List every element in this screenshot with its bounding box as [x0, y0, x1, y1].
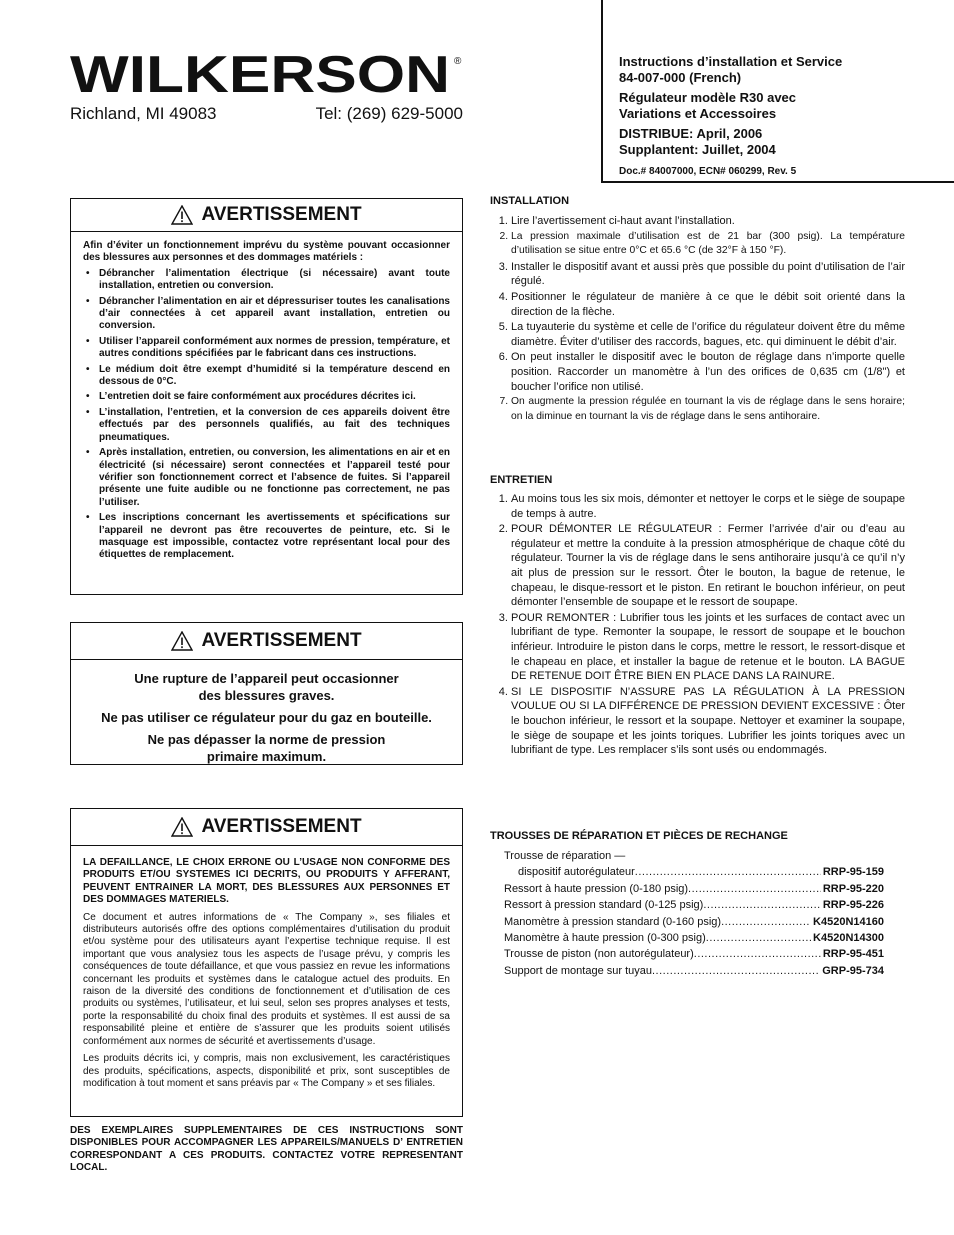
liability-warning: LA DEFAILLANCE, LE CHOIX ERRONE OU L’USAGE NON CONFORME DES PRODUITS ET/OU SYSTEMES ICI DECRITS, OU PRODUITS Y AFFERANT, PEUVENT ENTRAINER LA MORT, DES BLESSURES AUX PERSONNES ET DES DOMMAGES MATERIELS. — [83, 857, 450, 906]
liability-paragraph-2: Les produits décrits ici, y compris, mais non exclusivement, les caractéristiques des produits, spécifications, aspects, disponibilité et prix, sont susceptibles de modification à tout moment et sans préavis par « The Company » et ses filiales. — [83, 1053, 450, 1089]
model-line-1: Régulateur modèle R30 avec — [619, 90, 797, 105]
rupture-text: Une rupture de l’appareil peut occasionner — [134, 671, 399, 686]
installation-steps — [490, 214, 905, 425]
warning-item: • Les inscriptions concernant les avertissements et spécifications sur l’appareil ne devront pas être recouvertes de peinture, etc. Si le masquage est impossible, contactez votre représentant local pour des étiquettes de remplacement. — [99, 512, 450, 562]
doc-title-1: Instructions d’installation et Service — [619, 54, 843, 69]
installation-heading: INSTALLATION — [490, 195, 570, 207]
warning-box-1 — [70, 198, 463, 595]
part-number: K4520N14160 — [813, 915, 884, 928]
doc-title-2: 84-007-000 (French) — [619, 70, 742, 85]
doc-number: Doc.# 84007000, ECN# 060299, Rev. 5 — [619, 166, 797, 177]
entretien-heading: ENTRETIEN — [490, 474, 553, 486]
city: Richland, MI 49083 — [70, 104, 217, 123]
model-line-2: Variations et Accessoires — [619, 106, 777, 121]
additional-copies-note: DES EXEMPLAIRES SUPPLEMENTAIRES DE CES INSTRUCTIONS SONT DISPONIBLES POUR ACCOMPAGNER LES APPAREILS/MANUELS D’ ENTRETIEN CORRESPONDANT A CES PRODUITS. CONTACTEZ VOTRE REPRESENTANT LOCAL. — [70, 1125, 463, 1173]
part-label: Ressort à pression standard (0-125 psig) — [504, 899, 704, 912]
part-label: Manomètre à haute pression (0-300 psig) — [504, 932, 706, 945]
parts-row — [504, 963, 884, 979]
warning-title: AVERTISSEMENT — [201, 204, 362, 225]
installation-step: 7. On augmente la pression régulée en tournant la vis de réglage dans le sens horaire; on la diminue en tournant la vis de réglage dans le sens antihoraire. — [511, 395, 905, 424]
entretien-step: 2. POUR DÉMONTER LE RÉGULATEUR : Fermer l’arrivée d’air ou d’eau au régulateur et mettre la conduite à la pression atmosphérique de chaque côté du régulateur. Tourner la vis de réglage dans le sens antihoraire jusqu’à ce qu’il n’y ait plus de pression sur le ressort. Ôter le bouton, la bague de retenue, le chapeau, le disque-ressort et le piston. En retirant le bouchon inférieur, on peut démonter l’ensemble de soupape et le ressort de soupape. — [511, 522, 905, 610]
installation-step: 5. La tuyauterie du système et celle de l’orifice du régulateur doivent être du même diamètre. Éviter d’utiliser des raccords, bagues, etc. qui diminuent le débit d’air. — [511, 320, 905, 349]
liability-paragraph-1: Ce document et autres informations de « The Company », ses filiales et distributeurs autorisés offre des options complémentaires d’utilisation du produit et/ou système pour des utilisateurs ayant l’expertise technique requise. Il est important que vous analysiez tous les aspects de l’usage prévu, y compris les conséquences de toute défaillance, et que vous passiez en revue les informations concernant les produits et systèmes dans le catalogue actuel des produits. En raison de la diversité des conditions de fonctionnement et d’utilisation de ces produits ou systèmes, l’utilisateur, et lui seul, selon ses propres analyses et tests, porte la responsabilité du choix final des produits et systèmes. Il est aussi de sa responsabilité pleine et entière de s’assurer que les produits soient utilisés conformément aux normes de sécurité et avertissements d’usage. — [83, 911, 450, 1047]
parts-row — [504, 864, 884, 880]
warning-header — [71, 809, 462, 846]
part-label: dispositif autorégulateur — [518, 866, 635, 879]
part-label: Support de montage sur tuyau — [504, 964, 652, 977]
entretien-step: 3. POUR REMONTER : Lubrifier tous les joints et les surfaces de contact avec un lubrifiant de type. Remonter la soupape, le ressort de soupape et le bouchon inférieur. Introduire le piston dans le corps, mettre le ressort, le ressort-disque et le chapeau en place, et installer la bague de retenue et le bouton. LA BAGUE DE RETENUE DOIT ÊTRE BIEN EN PLACE DANS LA RAINURE. — [511, 611, 905, 684]
parts-heading: TROUSSES DE RÉPARATION ET PIÈCES DE RECHANGE — [490, 830, 788, 842]
registered-mark: ® — [454, 56, 462, 67]
warning-title: AVERTISSEMENT — [201, 630, 362, 651]
warning-item: • L’installation, l’entretien, et la conversion de ces appareils doivent être effectués par des personnels qualifiés, au fait des techniques pneumatiques. — [99, 407, 450, 444]
part-label: Ressort à haute pression (0-180 psig) — [504, 882, 689, 895]
parts-list — [504, 848, 884, 979]
warning-item: • Le médium doit être exempt d’humidité si la température descend en dessous de 0°C. — [99, 364, 450, 389]
supplantent-date: Supplantent: Juillet, 2004 — [619, 142, 776, 157]
warning-triangle-icon — [171, 205, 193, 225]
warning-item: • Débrancher l’alimentation en air et dépressuriser toutes les canalisations d’air connectées à cet appareil avant installation, entretien ou conversion. — [99, 296, 450, 333]
warning-item: • Après installation, entretien, ou conversion, les alimentations en air et en électricité (si nécessaire) seront connectées et l’appareil testé pour vérifier son fonctionnement correct et l’absence de fuites. Si l’appareil présente une fuite audible ou ne fonctionne pas correctement, ne pas l’utiliser. — [99, 447, 450, 509]
document-info-box — [601, 0, 954, 183]
entretien-steps — [490, 492, 905, 759]
warning-box-2 — [70, 622, 463, 765]
installation-step: 2. La pression maximale d’utilisation est de 21 bar (300 psig). La température d’utilisation se situe entre 0°C et 65.6 °C (de 32°F à 150 °F). — [511, 230, 905, 259]
part-number: GRP-95-734 — [822, 964, 884, 977]
part-number: K4520N14300 — [813, 932, 884, 945]
kit-heading: Trousse de réparation — — [504, 850, 626, 862]
phone: Tel: (269) 629-5000 — [315, 104, 463, 123]
company-address — [70, 104, 463, 124]
warning-title: AVERTISSEMENT — [201, 816, 362, 837]
brand-name: WILKERSON — [70, 52, 450, 98]
warning-item: • Utiliser l’appareil conformément aux normes de pression, température, et autres conditions spécifiées par le fabricant dans ces instructions. — [99, 336, 450, 361]
parts-row — [504, 897, 884, 913]
warning-list — [83, 268, 450, 562]
installation-step: 6. On peut installer le dispositif avec le bouton de réglage dans n’importe quelle position. Raccorder un manomètre à l’un des orifices de 0,635 cm (1/8") et boucher l’orifice non utilisé. — [511, 350, 905, 394]
part-number: RRP-95-226 — [822, 899, 884, 912]
part-label: Trousse de piston (non autorégulateur) — [504, 948, 694, 961]
distribue-date: DISTRIBUE: April, 2006 — [619, 126, 763, 141]
warning-triangle-icon — [171, 817, 193, 837]
installation-step: 3. Installer le dispositif avant et aussi près que possible du point d’utilisation de l’air régulé. — [511, 260, 905, 289]
part-number: RRP-95-220 — [822, 882, 884, 895]
parts-row — [504, 930, 884, 946]
part-number: RRP-95-159 — [822, 866, 884, 879]
installation-step: 1. Lire l’avertissement ci-haut avant l’installation. — [511, 214, 905, 229]
max-pressure-text: Ne pas dépasser la norme de pression — [147, 732, 386, 747]
parts-row — [504, 881, 884, 897]
wilkerson-logo — [70, 52, 463, 98]
warning-item: • L’entretien doit se faire conformément aux procédures décrites ici. — [99, 391, 450, 403]
parts-row — [504, 914, 884, 930]
part-label: Manomètre à pression standard (0-160 psig) — [504, 915, 722, 928]
warning-triangle-icon — [171, 631, 193, 651]
rupture-text-2: des blessures graves. — [198, 688, 335, 703]
warning-item: • Débrancher l’alimentation électrique (si nécessaire) avant toute installation, entretien ou conversion. — [99, 268, 450, 293]
no-bottled-gas: Ne pas utiliser ce régulateur pour du gaz en bouteille. — [101, 710, 432, 725]
max-pressure-text-2: primaire maximum. — [206, 749, 327, 764]
warning-lead: Afin d’éviter un fonctionnement imprévu du système pouvant occasionner des blessures aux personnes et des dommages matériels : — [83, 240, 450, 264]
warning-box-3 — [70, 808, 463, 1117]
warning-header — [71, 623, 462, 660]
entretien-step: 4. SI LE DISPOSITIF N’ASSURE PAS LA RÉGULATION À LA PRESSION VOULUE OU SI LA DIFFÉRENCE DE PRESSION DEVIENT EXCESSIVE : Ôter le bouchon inférieur, le ressort et la soupape. Nettoyer et examiner la soupape, le siège de soupape et les joints toriques. Lubrifier les joints toriques avec un lubrifiant de type. Les remplacer s’ils sont usés ou endommagés. — [511, 685, 905, 758]
warning-header — [71, 199, 462, 232]
part-number: RRP-95-451 — [822, 948, 884, 961]
entretien-step: 1. Au moins tous les six mois, démonter et nettoyer le corps et le siège de soupape de temps à autre. — [511, 492, 905, 521]
parts-row — [504, 946, 884, 962]
installation-step: 4. Positionner le régulateur de manière à ce que le débit soit orienté dans la direction de la flèche. — [511, 290, 905, 319]
